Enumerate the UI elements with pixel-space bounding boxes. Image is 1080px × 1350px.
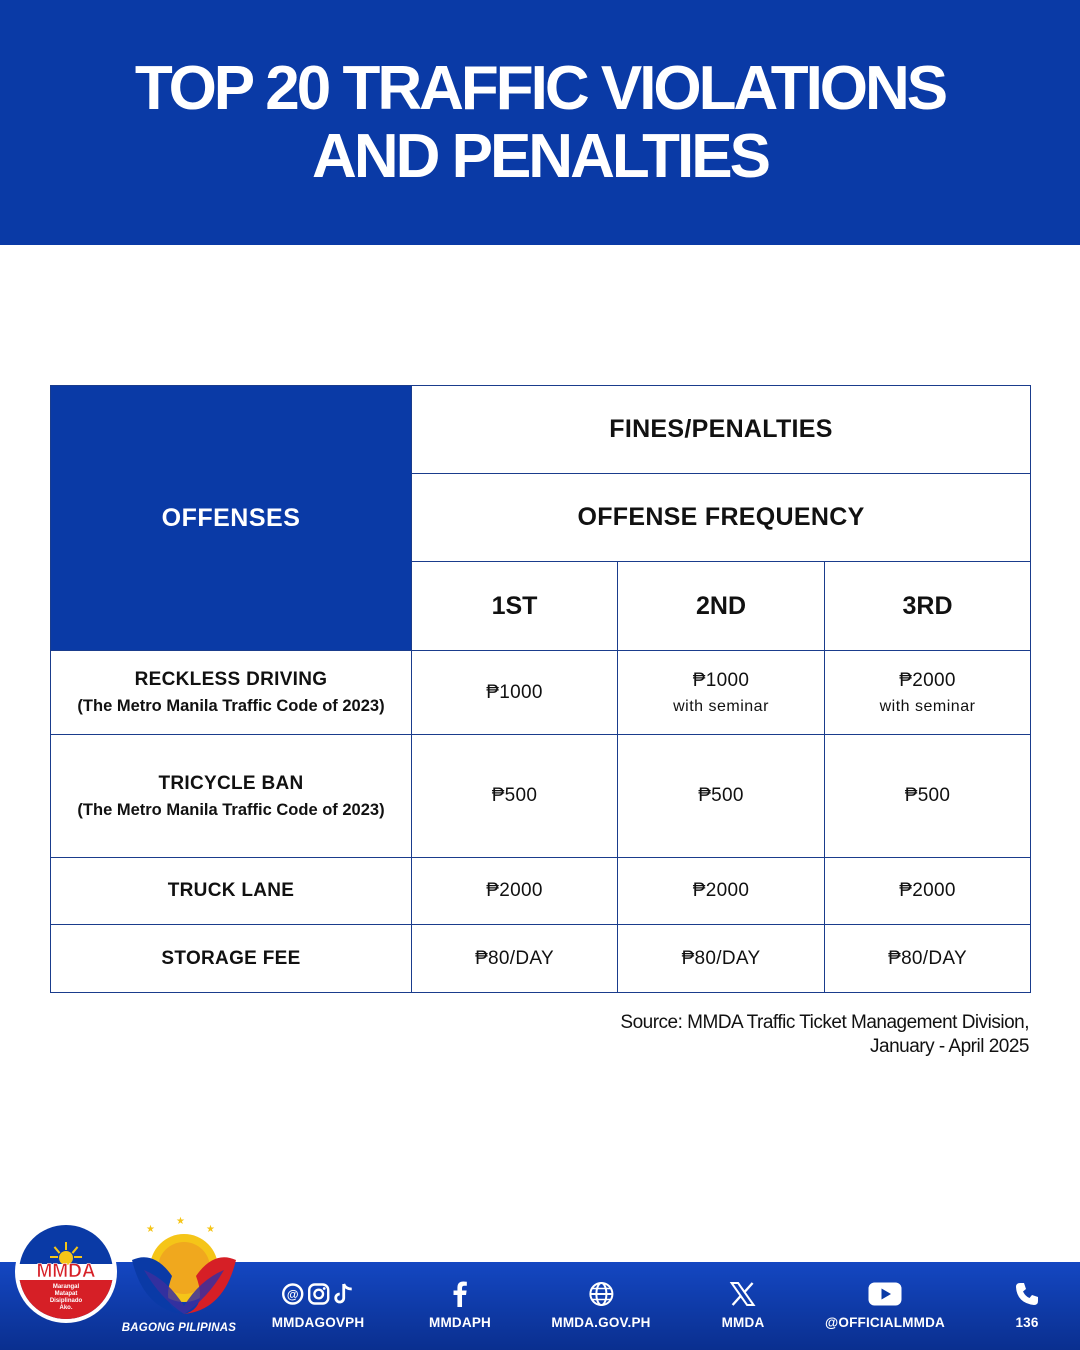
source-note [620, 1011, 1029, 1059]
fine-note: with seminar [673, 697, 769, 715]
fine-cell [412, 735, 618, 858]
fine-amount: ₱80/DAY [681, 947, 761, 969]
offense-subtitle: (The Metro Manila Traffic Code of 2023) [77, 800, 385, 819]
fine-amount: ₱80/DAY [888, 947, 967, 969]
tiktok-icon [333, 1282, 355, 1306]
fine-amount: ₱1000 [486, 681, 543, 703]
offense-cell [51, 858, 412, 925]
fine-cell [412, 858, 618, 925]
mmda-logo-text: MMDA [36, 1261, 96, 1282]
fine-cell [825, 925, 1031, 993]
motto-line-3: Disiplinado [49, 1298, 83, 1304]
fine-amount: ₱500 [698, 785, 744, 806]
fine-amount: ₱2000 [486, 880, 543, 901]
fine-cell [618, 651, 825, 735]
social-x[interactable] [722, 1278, 765, 1330]
facebook-icon [452, 1281, 468, 1307]
page-title-line-2: AND PENALTIES [312, 121, 768, 191]
table-row [51, 735, 1031, 858]
offense-cell [51, 925, 412, 993]
bagong-pilipinas-label: BAGONG PILIPINAS [121, 1322, 237, 1334]
fine-amount: ₱500 [491, 785, 538, 806]
globe-icon [588, 1281, 614, 1307]
fine-cell [825, 735, 1031, 858]
social-label: 136 [1015, 1315, 1039, 1330]
bagong-pilipinas-logo [124, 1210, 244, 1328]
fine-cell [618, 925, 825, 993]
social-label: @OFFICIALMMDA [825, 1315, 945, 1330]
offense-name: RECKLESS DRIVING [134, 669, 328, 690]
social-facebook[interactable] [429, 1278, 491, 1330]
fine-amount: ₱2000 [692, 880, 750, 901]
header-banner [0, 0, 1080, 245]
fine-amount: ₱1000 [692, 669, 750, 691]
offense-name: TRUCK LANE [167, 880, 295, 901]
svg-text:★: ★ [146, 1224, 155, 1235]
fine-amount: ₱80/DAY [475, 947, 554, 969]
offense-name: STORAGE FEE [161, 947, 301, 969]
frequency-col-3rd: 3RD [825, 562, 1031, 651]
fine-cell [618, 735, 825, 858]
table-row [51, 858, 1031, 925]
fine-cell [412, 651, 618, 735]
instagram-icon [307, 1282, 331, 1306]
social-label: MMDA.GOV.PH [551, 1315, 651, 1330]
svg-text:★: ★ [206, 1224, 215, 1235]
offense-cell [51, 735, 412, 858]
threads-icon [281, 1282, 305, 1306]
social-label: MMDAPH [429, 1315, 491, 1330]
fines-penalties-header: FINES/PENALTIES [412, 386, 1031, 474]
social-label: MMDA [721, 1315, 765, 1330]
svg-text:★: ★ [176, 1216, 185, 1227]
fine-cell [825, 858, 1031, 925]
social-youtube[interactable] [825, 1278, 945, 1330]
social-label: MMDAGOVPH [271, 1315, 365, 1330]
fine-amount: ₱2000 [899, 669, 956, 691]
social-website[interactable] [551, 1278, 650, 1330]
frequency-col-2nd: 2ND [618, 562, 825, 651]
offense-name: TRICYCLE BAN [158, 772, 304, 794]
offense-cell [51, 651, 412, 735]
fine-amount: ₱500 [904, 785, 951, 806]
page-title-line-1: TOP 20 TRAFFIC VIOLATIONS [134, 53, 946, 123]
fine-cell [412, 925, 618, 993]
fine-cell [618, 858, 825, 925]
x-icon [730, 1282, 756, 1306]
source-line-1: Source: MMDA Traffic Ticket Management Division, [620, 1012, 1029, 1033]
youtube-icon [868, 1282, 902, 1306]
offenses-header: OFFENSES [51, 386, 412, 651]
frequency-col-1st: 1ST [412, 562, 618, 651]
table-row [51, 925, 1031, 993]
fine-note: with seminar [879, 697, 976, 715]
mmda-logo [14, 1220, 118, 1324]
motto-line-4: Ako. [59, 1305, 73, 1311]
motto-line-2: Matapat [54, 1291, 78, 1297]
offense-frequency-header: OFFENSE FREQUENCY [412, 474, 1031, 562]
fine-amount: ₱2000 [899, 880, 956, 901]
phone-icon [1014, 1281, 1040, 1307]
social-hotline[interactable] [1014, 1278, 1040, 1330]
source-line-2: January - April 2025 [870, 1036, 1029, 1057]
social-mmdagovph[interactable] [272, 1278, 365, 1330]
svg-text:@: @ [287, 1287, 299, 1302]
fine-cell [825, 651, 1031, 735]
motto-line-1: Marangal [52, 1284, 80, 1290]
penalties-table [50, 385, 1031, 993]
table-row [51, 651, 1031, 735]
offense-subtitle: (The Metro Manila Traffic Code of 2023) [77, 697, 385, 715]
